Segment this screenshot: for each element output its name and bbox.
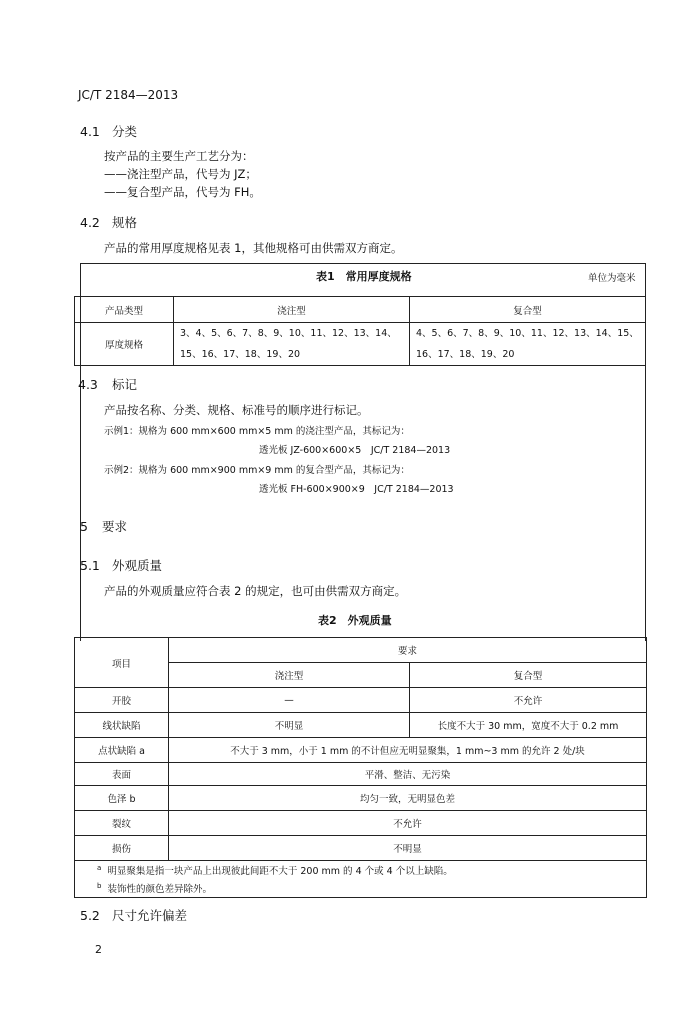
row-merged-value: 不大于 3 mm，小于 1 mm 的不计但应无明显聚集，1 mm~3 mm 的允许 2 处/块 (169, 738, 647, 763)
section-5-1-intro: 产品的外观质量应符合表 2 的规定，也可由供需双方商定。 (104, 584, 407, 598)
section-number: 4.3 (78, 377, 98, 392)
table-1-unit: 单位为毫米 (588, 273, 636, 284)
table-1-cast-values (174, 323, 410, 366)
section-5-heading (80, 517, 127, 535)
section-title: 分类 (112, 124, 138, 139)
section-title: 标记 (112, 377, 138, 392)
table-row (75, 297, 646, 323)
row-merged-value: 不明显 (169, 836, 647, 861)
table-row (75, 763, 647, 786)
table-row (75, 323, 646, 366)
note-a-marker: a (97, 864, 102, 872)
table-1-row-label: 厚度规格 (75, 323, 174, 366)
table-1-header-composite: 复合型 (410, 297, 646, 323)
table-1 (74, 296, 646, 366)
section-title: 要求 (102, 519, 128, 534)
row-item: 表面 (75, 763, 169, 786)
row-item: 裂纹 (75, 811, 169, 836)
example-1-text: 示例1：规格为 600 mm×600 mm×5 mm 的浇注型产品，其标记为： (104, 426, 410, 437)
table-row (75, 688, 647, 713)
note-b (97, 879, 640, 897)
section-title: 外观质量 (112, 558, 163, 573)
table-row (75, 836, 647, 861)
section-4-2-intro: 产品的常用厚度规格见表 1，其他规格可由供需双方商定。 (104, 241, 403, 255)
frame-top-line (80, 263, 645, 264)
section-title: 尺寸允许偏差 (112, 908, 188, 923)
section-title: 规格 (112, 215, 138, 230)
section-5-2-heading (80, 906, 187, 924)
section-5-1-heading (80, 556, 162, 574)
section-4-1-item-cast: ——浇注型产品，代号为 JZ； (104, 167, 257, 181)
table-2-header-requirement: 要求 (169, 638, 647, 663)
row-merged-value: 平滑、整洁、无污染 (169, 763, 647, 786)
section-4-3-intro: 产品按名称、分类、规格、标准号的顺序进行标记。 (104, 403, 369, 417)
table-2-notes (75, 861, 647, 898)
section-number: 4.1 (80, 124, 100, 139)
section-4-3-heading (78, 375, 137, 393)
section-number: 5.2 (80, 908, 100, 923)
table-1-header-cast: 浇注型 (174, 297, 410, 323)
page-number: 2 (95, 943, 102, 956)
table-row (75, 861, 647, 898)
section-4-1-heading (80, 122, 137, 140)
section-4-1-item-composite: ——复合型产品，代号为 FH。 (104, 185, 261, 199)
row-item: 线状缺陷 (75, 713, 169, 738)
note-b-marker: b (97, 882, 102, 891)
example-2-text: 示例2：规格为 600 mm×900 mm×9 mm 的复合型产品，其标记为： (104, 465, 410, 476)
table-2-header-cast: 浇注型 (169, 663, 410, 688)
standard-code: JC/T 2184—2013 (78, 88, 179, 102)
section-4-1-intro: 按产品的主要生产工艺分为： (104, 149, 254, 163)
section-number: 5 (80, 519, 88, 534)
example-1-mark: 透光板 JZ-600×600×5 JC/T 2184—2013 (259, 445, 451, 456)
section-4-2-heading (80, 213, 137, 231)
table-row (75, 786, 647, 811)
table-1-header-type: 产品类型 (75, 297, 174, 323)
note-a (97, 861, 640, 879)
table-2-caption: 表2 外观质量 (318, 614, 392, 627)
row-cast-value: 不明显 (169, 713, 410, 738)
section-number: 4.2 (80, 215, 100, 230)
composite-values-line-1: 4、5、6、7、8、9、10、11、12、13、14、15、 (416, 328, 639, 339)
row-composite-value: 不允许 (410, 688, 647, 713)
note-a-text: 明显聚集是指一块产品上出现彼此间距不大于 200 mm 的 4 个或 4 个以上缺陷。 (107, 866, 453, 878)
row-composite-value: 长度不大于 30 mm，宽度不大于 0.2 mm (410, 713, 647, 738)
example-2-mark: 透光板 FH-600×900×9 JC/T 2184—2013 (259, 484, 454, 495)
cast-values-line-1: 3、4、5、6、7、8、9、10、11、12、13、14、 (180, 328, 397, 339)
row-item: 色泽 b (75, 786, 169, 811)
table-1-composite-values (410, 323, 646, 366)
section-number: 5.1 (80, 558, 100, 573)
row-merged-value: 不允许 (169, 811, 647, 836)
table-row (75, 811, 647, 836)
table-row (75, 738, 647, 763)
table-row (75, 638, 647, 663)
row-item: 开胶 (75, 688, 169, 713)
table-2-header-item: 项目 (75, 638, 169, 688)
row-item: 点状缺陷 a (75, 738, 169, 763)
row-item: 损伤 (75, 836, 169, 861)
row-merged-value: 均匀一致，无明显色差 (169, 786, 647, 811)
row-cast-value: — (169, 688, 410, 713)
table-2-header-composite: 复合型 (410, 663, 647, 688)
table-row (75, 713, 647, 738)
composite-values-line-2: 16、17、18、19、20 (416, 349, 515, 360)
table-2 (74, 637, 647, 898)
table-1-caption: 表1 常用厚度规格 (316, 270, 412, 283)
note-b-text: 装饰性的颜色差异除外。 (107, 884, 213, 896)
cast-values-line-2: 15、16、17、18、19、20 (180, 349, 301, 360)
